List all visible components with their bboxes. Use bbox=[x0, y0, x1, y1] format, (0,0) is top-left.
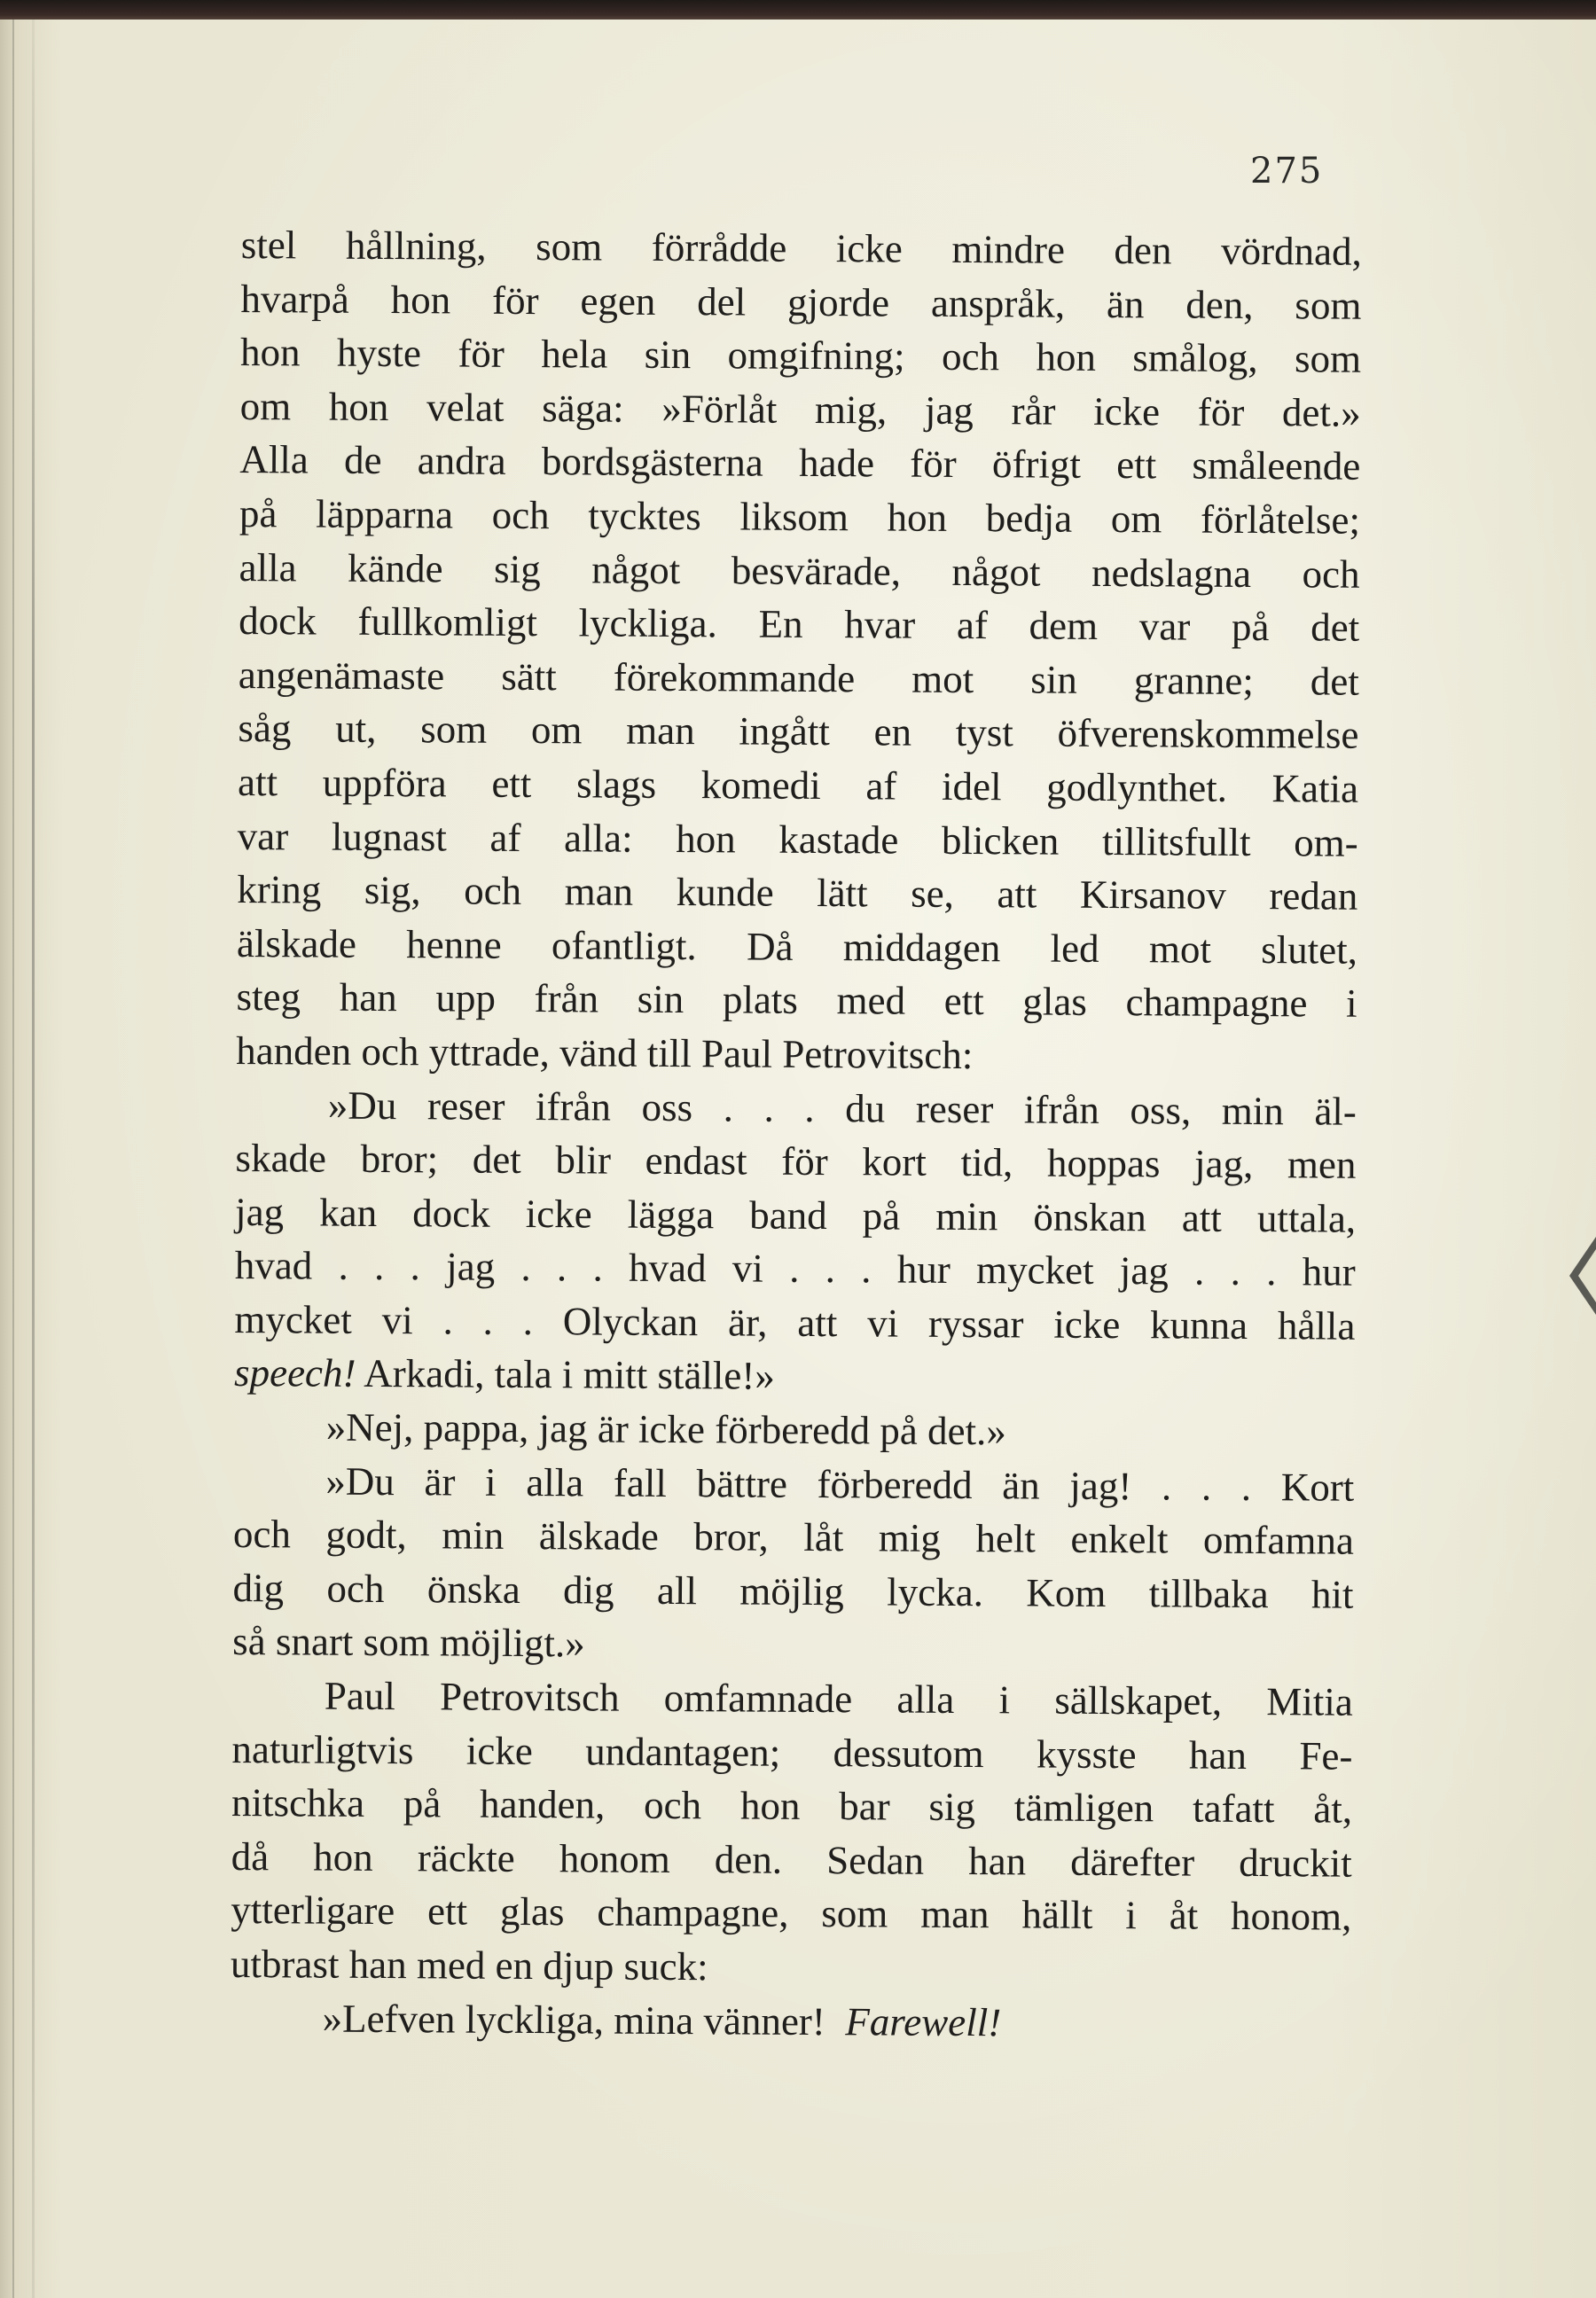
text-line: »Du reser ifrån oss . . . du reser ifrån oss, min äl- bbox=[327, 1083, 1357, 1134]
text-line-start: »Lefven lyckliga, mina vänner! bbox=[322, 1996, 826, 2044]
text-line: var lugnast af alla: hon kastade blicken tillitsfullt om- bbox=[237, 813, 1358, 865]
text-line: och godt, min älskade bror, låt mig helt enkelt omfamna bbox=[232, 1512, 1355, 1563]
text-line: kring sig, och man kunde lätt se, att Kirsanov redan bbox=[237, 867, 1358, 918]
text-line: dig och önska dig all möjlig lycka. Kom tillbaka hit bbox=[232, 1565, 1354, 1617]
text-line: stel hållning, som förrådde icke mindre den vördnad, bbox=[240, 222, 1362, 274]
text-line: älskade henne ofantligt. Då middagen led mot slutet, bbox=[236, 920, 1358, 973]
text-line: då hon räckte honom den. Sedan han därefter druckit bbox=[231, 1833, 1352, 1886]
binding-shadow bbox=[12, 20, 14, 2298]
text-line: angenämaste sätt förekommande mot sin granne; det bbox=[238, 652, 1359, 704]
text-line: Alla de andra bordsgästerna hade för öfrigt ett småleende bbox=[239, 437, 1361, 489]
text-line: hon hyste för hela sin omgifning; och hon smålog, som bbox=[239, 330, 1362, 381]
text-line-with-italic bbox=[230, 1991, 1350, 2052]
text-line-with-italic bbox=[234, 1346, 1355, 1406]
text-line: nitschka på handen, och hon bar sig tämligen tafatt åt, bbox=[231, 1780, 1353, 1832]
body-text bbox=[230, 218, 1362, 2052]
text-line: dock fullkomligt lyckliga. En hvar af dem var på det bbox=[239, 598, 1360, 650]
text-line: hvad . . . jag . . . hvad vi . . . hur mycket jag . . . hur bbox=[234, 1243, 1356, 1294]
text-line: mycket vi . . . Olyckan är, att vi ryssar icke kunna hålla bbox=[234, 1296, 1356, 1348]
text-line: ytterligare ett glas champagne, som man hällt i åt honom, bbox=[231, 1888, 1352, 1940]
text-line: naturligtvis icke undantagen; dessutom kysste han Fe- bbox=[231, 1726, 1353, 1778]
text-line: hvarpå hon för egen del gjorde anspråk, än den, som bbox=[240, 276, 1362, 328]
page-turn-arrow-inner bbox=[1578, 1244, 1596, 1308]
text-line: jag kan dock icke lägga band på min önskan att uttala, bbox=[235, 1189, 1357, 1241]
text-line: såg ut, som om man ingått en tyst öfverenskommelse bbox=[238, 706, 1359, 758]
text-line: skade bror; det blir endast för kort tid, hoppas jag, men bbox=[235, 1136, 1357, 1187]
text-line-rest: Arkadi, tala i mitt ställe!» bbox=[364, 1351, 776, 1399]
text-line: Paul Petrovitsch omfamnade alla i sällskapet, Mitia bbox=[324, 1673, 1353, 1724]
text-line: alla kände sig något besvärade, något nedslagna och bbox=[239, 544, 1360, 597]
text-line: så snart som möjligt.» bbox=[232, 1619, 585, 1666]
text-line: »Du är i alla fall bättre förberedd än jag! . . . Kort bbox=[325, 1458, 1355, 1510]
text-line: att uppföra ett slags komedi af idel godlynthet. Katia bbox=[237, 759, 1359, 811]
italic-word-speech: speech! bbox=[233, 1350, 356, 1396]
text-line: på läpparna och tycktes liksom hon bedja om förlåtelse; bbox=[239, 490, 1361, 543]
text-line: steg han upp från sin plats med ett glas champagne i bbox=[236, 974, 1357, 1027]
text-line: »Nej, pappa, jag är icke förberedd på det.» bbox=[325, 1404, 1006, 1454]
text-line: om hon velat säga: »Förlåt mig, jag rår icke för det.» bbox=[239, 383, 1361, 435]
text-line: handen och yttrade, vänd till Paul Petrovitsch: bbox=[236, 1028, 974, 1077]
italic-word-farewell: Farewell! bbox=[845, 1998, 1002, 2044]
binding-line bbox=[32, 20, 35, 2298]
text-line: utbrast han med en djup suck: bbox=[230, 1941, 708, 1989]
page-number: 275 bbox=[1250, 151, 1324, 192]
